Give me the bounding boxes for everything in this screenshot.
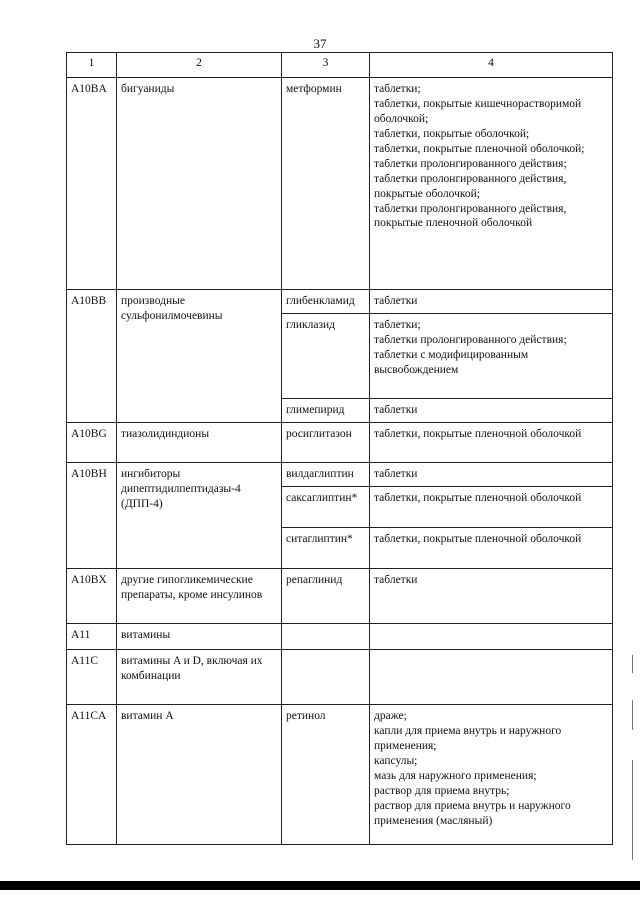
drug-name: репаглинид [282,568,370,623]
table-row [67,568,613,623]
drug-name: глибенкламид [282,290,370,314]
drug-name: глимепирид [282,398,370,422]
table-row [67,462,613,486]
table-row [67,290,613,314]
group-name: витамин A [117,704,282,844]
atc-code: A10BG [67,422,117,462]
dosage-forms: таблетки [370,462,613,486]
dosage-forms: таблетки [370,290,613,314]
table-row [67,422,613,462]
column-header-4: 4 [370,53,613,78]
dosage-forms: таблетки, покрытые пленочной оболочкой [370,527,613,568]
dosage-forms: таблетки [370,568,613,623]
header-row [67,53,613,78]
atc-code: A11 [67,623,117,649]
drug-name: ретинол [282,704,370,844]
dosage-forms: таблетки; таблетки пролонгированного действия; таблетки с модифицированным высвобождением [370,313,613,398]
scan-edge-mark [632,760,633,860]
column-header-3: 3 [282,53,370,78]
drug-name: росиглитазон [282,422,370,462]
group-name: производные сульфонилмочевины [117,290,282,423]
table-row [67,623,613,649]
atc-code: A11C [67,649,117,704]
atc-code: A10BH [67,462,117,568]
column-header-1: 1 [67,53,117,78]
group-name: витамины A и D, включая их комбинации [117,649,282,704]
group-name: ингибиторы дипептидилпептидазы-4 (ДПП-4) [117,462,282,568]
dosage-forms: таблетки; таблетки, покрытые кишечнорастворимой оболочкой; таблетки, покрытые оболочкой; таблетки, покрытые пленочной оболочкой; таблетки пролонгированного действия; таблетки пролонгированного действия, покрытые оболочкой; таблетки пролонгированного действия, покрытые пленочной оболочкой [370,78,613,290]
drug-name: ситаглиптин* [282,527,370,568]
group-name: другие гипогликемические препараты, кроме инсулинов [117,568,282,623]
drug-name: метформин [282,78,370,290]
group-name: бигуаниды [117,78,282,290]
dosage-forms: драже; капли для приема внутрь и наружного применения; капсулы; мазь для наружного применения; раствор для приема внутрь; раствор для приема внутрь и наружного применения (масляный) [370,704,613,844]
group-name: витамины [117,623,282,649]
atc-code: A11CA [67,704,117,844]
dosage-forms: таблетки, покрытые пленочной оболочкой [370,422,613,462]
scan-edge-mark [632,700,633,730]
drug-name: вилдаглиптин [282,462,370,486]
table-row [67,78,613,290]
atc-code: A10BX [67,568,117,623]
scan-bottom-bar [0,881,640,890]
atc-code: A10BA [67,78,117,290]
drug-table [66,52,613,845]
scan-edge-mark [632,655,633,673]
table-row [67,649,613,704]
dosage-forms [370,623,613,649]
drug-name [282,623,370,649]
drug-name: гликлазид [282,313,370,398]
dosage-forms: таблетки, покрытые пленочной оболочкой [370,486,613,527]
dosage-forms: таблетки [370,398,613,422]
drug-name: саксаглиптин* [282,486,370,527]
drug-name [282,649,370,704]
table-row [67,704,613,844]
page-number: 37 [313,36,327,51]
group-name: тиазолидиндионы [117,422,282,462]
column-header-2: 2 [117,53,282,78]
dosage-forms [370,649,613,704]
atc-code: A10BB [67,290,117,423]
